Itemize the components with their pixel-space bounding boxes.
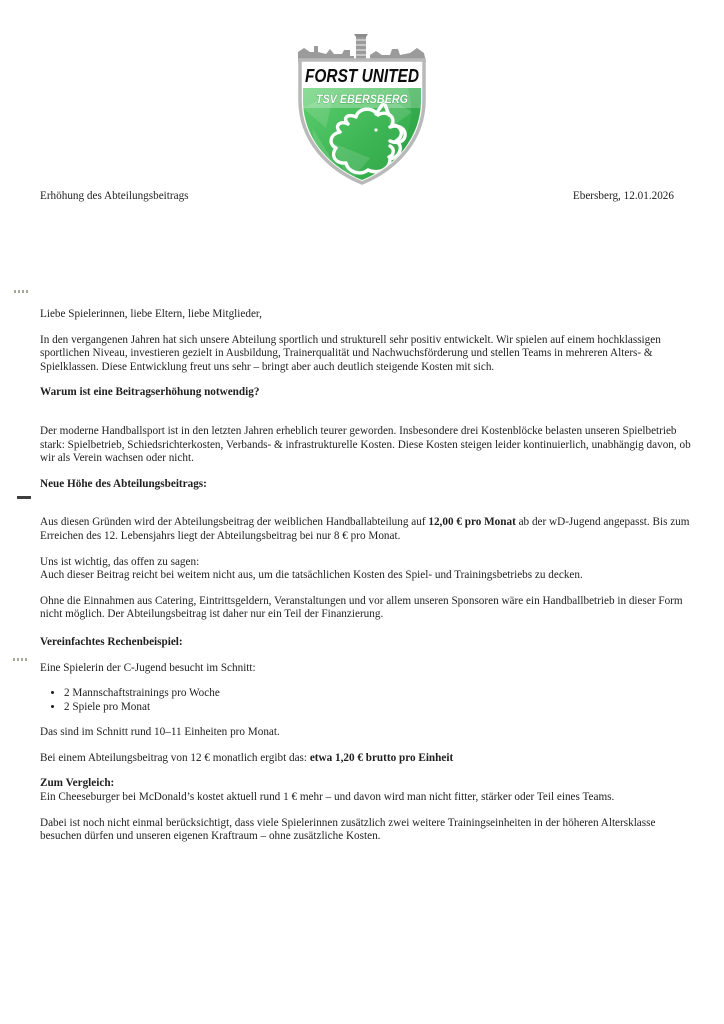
fee-amount-bold: 12,00 € pro Monat: [428, 516, 516, 529]
logo-club-subname: TSV EBERSBERG: [316, 94, 409, 106]
salutation: Liebe Spielerinnen, liebe Eltern, liebe Mitglieder,: [40, 308, 262, 320]
new-fee-paragraph: [40, 516, 692, 543]
example-bullet-list: [40, 687, 692, 714]
units-line: Das sind im Schnitt rund 10–11 Einheiten pro Monat.: [40, 726, 280, 739]
funding-paragraph: Ohne die Einnahmen aus Catering, Eintrittsgeldern, Veranstaltungen und vor allem unseren Sponsoren wäre ein Handballbetrieb in dieser Form nicht möglich. Der Abteilungsbeitrag ist daher nur ein Teil der Finanzierung.: [40, 594, 683, 621]
calc-text-before: Bei einem Abteilungsbeitrag von 12 € monatlich ergibt das:: [40, 751, 310, 764]
closing-paragraph: Dabei ist noch nicht einmal berücksichtigt, dass viele Spielerinnen zusätzlich zwei weitere Trainingseinheiten in der höheren Altersklasse besuchen dürfen und unseren eigenen Kraftraum – ohne zusätzliche Kosten.: [40, 816, 656, 843]
calc-line: [40, 752, 692, 766]
club-crest-icon: [290, 32, 434, 188]
fold-mark-top: [14, 290, 28, 293]
club-logo: [290, 32, 434, 188]
calc-result-bold: etwa 1,20 € brutto pro Einheit: [309, 751, 454, 764]
new-fee-text-before: Aus diesen Gründen wird der Abteilungsbeitrag der weiblichen Handballabteilung auf: [40, 516, 429, 529]
skyline-icon: [298, 34, 426, 62]
fold-mark-middle: [17, 496, 31, 499]
date-line: Ebersberg, 12.01.2026: [572, 190, 674, 202]
doc-header: [40, 190, 674, 202]
subject-line: Erhöhung des Abteilungsbeitrags: [40, 190, 189, 202]
honesty-paragraph: [40, 556, 692, 583]
fold-mark-bottom: [13, 658, 27, 661]
bullet-item: • 2 Spiele pro Monat: [64, 701, 692, 715]
new-fee-text-after: ab der wD-Jugend angepasst. Bis zum Erreichen des 12. Lebensjahrs liegt der Abteilungsbeitrag bei nur 8 € pro Monat.: [40, 516, 690, 542]
honesty-line2: Auch dieser Beitrag reicht bei weitem nicht aus, um die tatsächlichen Kosten des Spiel- und Trainingsbetriebs zu decken.: [40, 569, 583, 582]
example-lead: Eine Spielerin der C-Jugend besucht im Schnitt:: [40, 661, 256, 674]
honesty-line1: Uns ist wichtig, das offen zu sagen:: [40, 555, 200, 568]
new-fee-heading: Neue Höhe des Abteilungsbeitrags:: [40, 477, 207, 490]
bullet-item: • 2 Mannschaftstrainings pro Woche: [64, 687, 692, 701]
comparison-body: Ein Cheeseburger bei McDonald’s kostet aktuell rund 1 € mehr – und davon wird man nicht fitter, stärker oder Teil eines Teams.: [40, 791, 615, 804]
comparison-heading: Zum Vergleich:: [40, 777, 115, 790]
why-heading: Warum ist eine Beitragserhöhung notwendig?: [40, 386, 260, 399]
intro-paragraph: In den vergangenen Jahren hat sich unsere Abteilung sportlich und strukturell sehr positiv entwickelt. Wir spielen auf einem hochklassigen sportlichen Niveau, investieren gezielt in Ausbildung, Trainerqualität und Nachwuchsförderung und stellen Teams in mehreren Alters- & Spielklassen. Diese Entwicklung freut uns sehr – bringt aber auch deutlich steigende Kosten mit sich.: [40, 333, 661, 373]
logo-club-name: FORST UNITED: [305, 65, 419, 86]
why-paragraph: Der moderne Handballsport ist in den letzten Jahren erheblich teurer geworden. Insbesondere drei Kostenblöcke belasten unseren Spielbetrieb stark: Spielbetrieb, Schiedsrichterkosten, Verbands- & infrastrukturelle Kosten. Diese Kosten steigen leider kontinuierlich, unabhängig davon, ob wir als Verein wachsen oder nicht.: [40, 424, 691, 465]
example-heading: Vereinfachtes Rechenbeispiel:: [40, 635, 183, 648]
letter-body: [40, 308, 692, 856]
comparison-paragraph: [40, 777, 692, 804]
